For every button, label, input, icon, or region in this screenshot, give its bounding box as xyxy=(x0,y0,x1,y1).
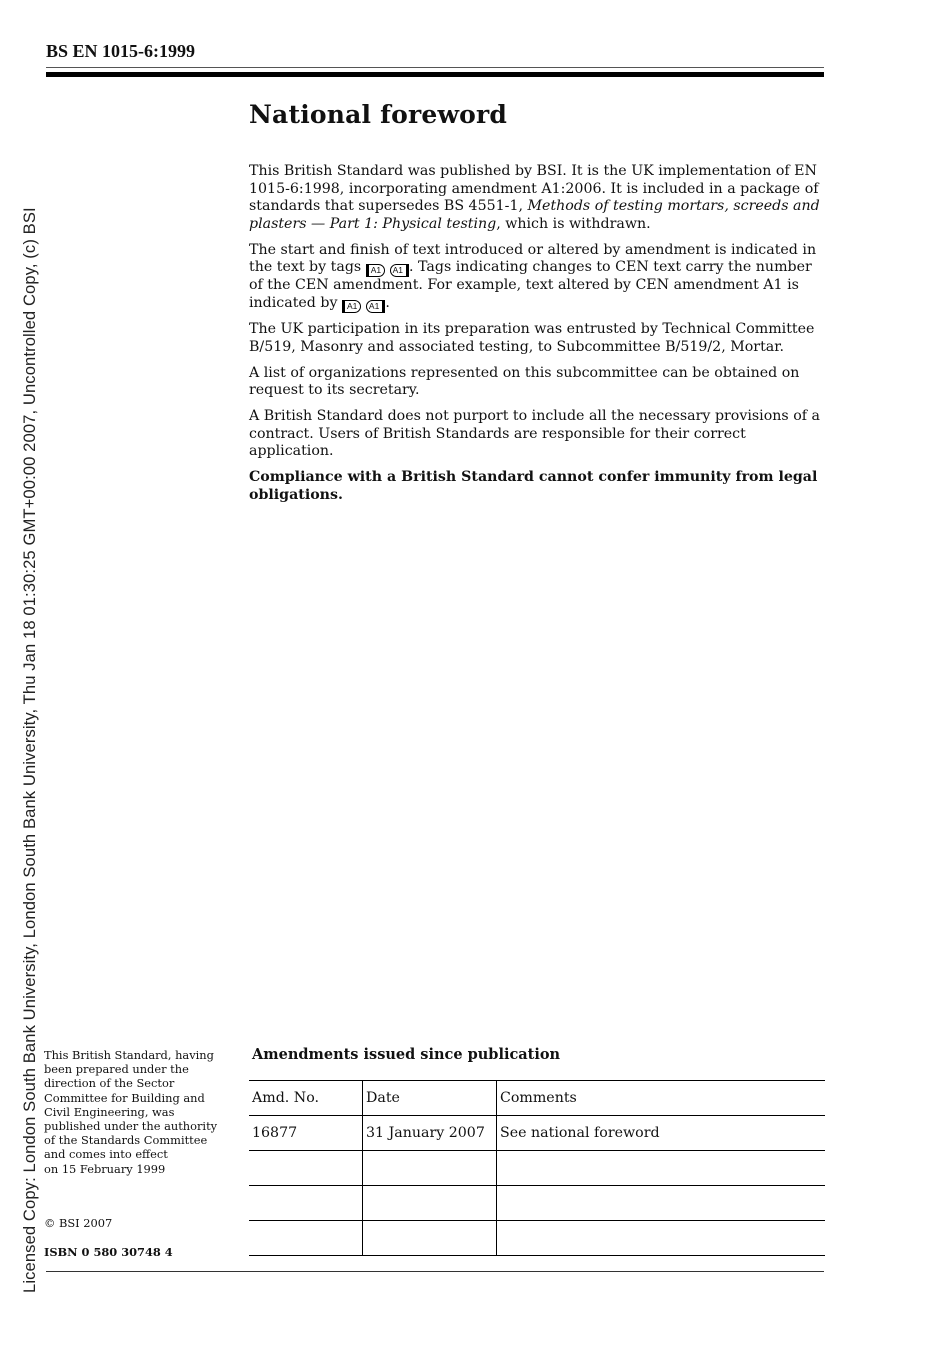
footer-rule xyxy=(46,1271,824,1272)
paragraph-amendment-tags: The start and finish of text introduced or altered by amendment is indicated in the text by tags A1 A1 . Tags indicating changes to CEN text carry the number of the CEN amendment. For example, text altered by CEN amendment A1 is indicated by A1 A1 . xyxy=(249,241,817,311)
paragraph-compliance: Compliance with a British Standard cannot confer immunity from legal obligations. xyxy=(249,469,818,503)
cell-comments xyxy=(497,1186,826,1221)
paragraph-participation: The UK participation in its preparation was entrusted by Technical Committee B/519, Masonry and associated testing, to Subcommittee B/519/2, Mortar. xyxy=(249,321,815,355)
table-row xyxy=(249,1116,825,1151)
cell-date xyxy=(363,1186,497,1221)
header-date: Date xyxy=(363,1081,497,1116)
table-row xyxy=(249,1221,825,1256)
cell-amd-no xyxy=(249,1221,363,1256)
licensed-copy-watermark: Licensed Copy: London South Bank University, London South Bank University, Thu Jan 18 01:30:25 GMT+00:00 2007, Uncontrolled Copy, (c) BSI xyxy=(20,207,39,1293)
table-row xyxy=(249,1186,825,1221)
header-amd-no: Amd. No. xyxy=(249,1081,363,1116)
copyright: © BSI 2007 xyxy=(44,1216,113,1230)
header-rule-thick xyxy=(46,72,824,77)
cell-amd-no xyxy=(249,1186,363,1221)
cell-date: 31 January 2007 xyxy=(363,1116,497,1151)
cell-comments: See national foreword xyxy=(497,1116,826,1151)
table-header-row xyxy=(249,1081,825,1116)
cell-comments xyxy=(497,1151,826,1186)
cell-date xyxy=(363,1151,497,1186)
header-comments: Comments xyxy=(497,1081,826,1116)
amendments-table xyxy=(249,1080,825,1256)
isbn: ISBN 0 580 30748 4 xyxy=(44,1245,173,1259)
paragraph-organizations: A list of organizations represented on this subcommittee can be obtained on request to its secretary. xyxy=(249,364,800,398)
amendment-end-tag-icon: A1 xyxy=(390,264,409,277)
amendment-end-tag-icon: A1 xyxy=(366,300,385,313)
amendments-title: Amendments issued since publication xyxy=(252,1046,561,1063)
amendment-start-tag-icon: A1 xyxy=(342,300,361,313)
table-row xyxy=(249,1151,825,1186)
publication-note: This British Standard, having been prepared under the direction of the Sector Committee for Building and Civil Engineering, was published under the authority of the Standards Committee and comes into effect on 15 February 1999 xyxy=(44,1048,218,1176)
foreword-body xyxy=(249,163,825,513)
cell-amd-no: 16877 xyxy=(249,1116,363,1151)
cell-amd-no xyxy=(249,1151,363,1186)
cell-date xyxy=(363,1221,497,1256)
header-rule-thin xyxy=(46,67,824,68)
amendment-start-tag-icon: A1 xyxy=(366,264,385,277)
document-id: BS EN 1015-6:1999 xyxy=(46,41,196,61)
paragraph-publication: This British Standard was published by BSI. It is the UK implementation of EN 1015-6:1998, incorporating amendment A1:2006. It is included in a package of standards that supersedes BS 4551-1, Methods of testing mortars, screeds and plasters — Part 1: Physical testing, which is withdrawn. xyxy=(249,163,820,232)
page-title: National foreword xyxy=(249,100,508,129)
cell-comments xyxy=(497,1221,826,1256)
paragraph-contract: A British Standard does not purport to include all the necessary provisions of a contract. Users of British Standards are responsible for their correct application. xyxy=(249,408,820,459)
